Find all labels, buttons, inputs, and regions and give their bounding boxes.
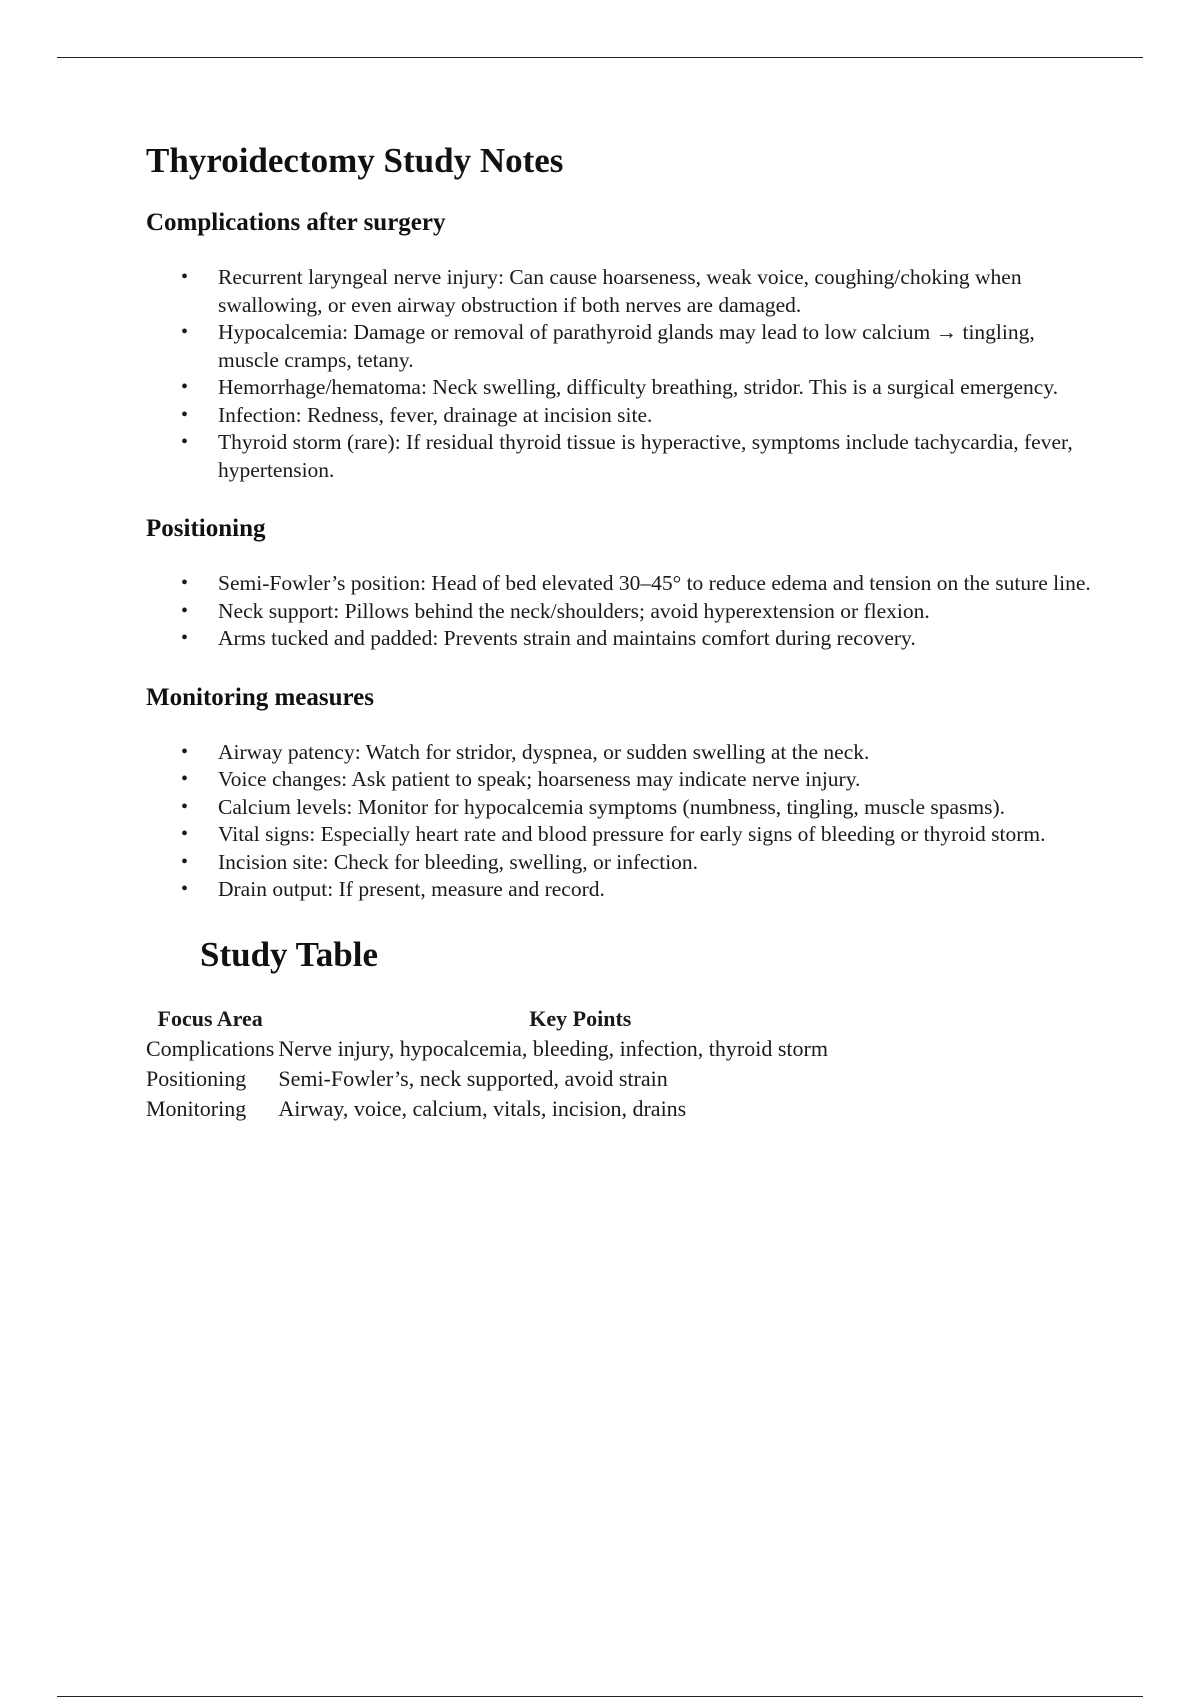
column-header-key-points: Key Points — [529, 1005, 632, 1031]
table-row — [146, 1034, 886, 1064]
table-header-row — [146, 1004, 886, 1034]
list-item: • Drain output: If present, measure and record. — [146, 876, 1096, 904]
table-cell: Monitoring — [146, 1095, 247, 1121]
list-item: • Vital signs: Especially heart rate and blood pressure for early signs of bleeding or thyroid storm. — [146, 821, 1096, 849]
bottom-rule — [57, 1696, 1143, 1697]
table-cell: Nerve injury, hypocalcemia, bleeding, infection, thyroid storm — [278, 1035, 828, 1061]
list-item: • Hemorrhage/hematoma: Neck swelling, difficulty breathing, stridor. This is a surgical emergency. — [146, 374, 1096, 402]
column-header-focus-area: Focus Area — [157, 1005, 263, 1031]
monitoring-list — [146, 739, 1096, 904]
section-heading-positioning: Positioning — [146, 515, 266, 542]
list-item: • Neck support: Pillows behind the neck/shoulders; avoid hyperextension or flexion. — [146, 598, 1096, 626]
table-cell: Semi-Fowler’s, neck supported, avoid strain — [278, 1065, 668, 1091]
list-item: • Arms tucked and padded: Prevents strain and maintains comfort during recovery. — [146, 625, 1096, 653]
list-item: • Voice changes: Ask patient to speak; hoarseness may indicate nerve injury. — [146, 766, 1096, 794]
study-table-title: Study Table — [200, 934, 379, 974]
section-heading-complications: Complications after surgery — [146, 209, 446, 236]
table-cell: Airway, voice, calcium, vitals, incision, drains — [278, 1095, 687, 1121]
list-item: • Hypocalcemia: Damage or removal of parathyroid glands may lead to low calcium → tingling, muscle cramps, tetany. — [146, 319, 1096, 374]
list-item: • Calcium levels: Monitor for hypocalcemia symptoms (numbness, tingling, muscle spasms). — [146, 794, 1096, 822]
list-item: • Airway patency: Watch for stridor, dyspnea, or sudden swelling at the neck. — [146, 739, 1096, 767]
table-cell: Complications — [146, 1035, 275, 1061]
list-item: • Infection: Redness, fever, drainage at incision site. — [146, 402, 1096, 430]
page-title: Thyroidectomy Study Notes — [146, 141, 564, 180]
table-cell: Positioning — [146, 1065, 247, 1091]
table-row — [146, 1094, 886, 1124]
list-item: • Incision site: Check for bleeding, swelling, or infection. — [146, 849, 1096, 877]
top-rule — [57, 57, 1143, 58]
document-body — [146, 140, 1096, 1124]
positioning-list — [146, 570, 1096, 653]
table-row — [146, 1064, 886, 1094]
list-item: • Semi-Fowler’s position: Head of bed elevated 30–45° to reduce edema and tension on the suture line. — [146, 570, 1096, 598]
study-table — [146, 1004, 886, 1124]
complications-list — [146, 264, 1096, 484]
list-item: • Thyroid storm (rare): If residual thyroid tissue is hyperactive, symptoms include tachycardia, fever, hypertension. — [146, 429, 1096, 484]
list-item: • Recurrent laryngeal nerve injury: Can cause hoarseness, weak voice, coughing/choking when swallowing, or even airway obstruction if both nerves are damaged. — [146, 264, 1096, 319]
section-heading-monitoring: Monitoring measures — [146, 683, 374, 711]
